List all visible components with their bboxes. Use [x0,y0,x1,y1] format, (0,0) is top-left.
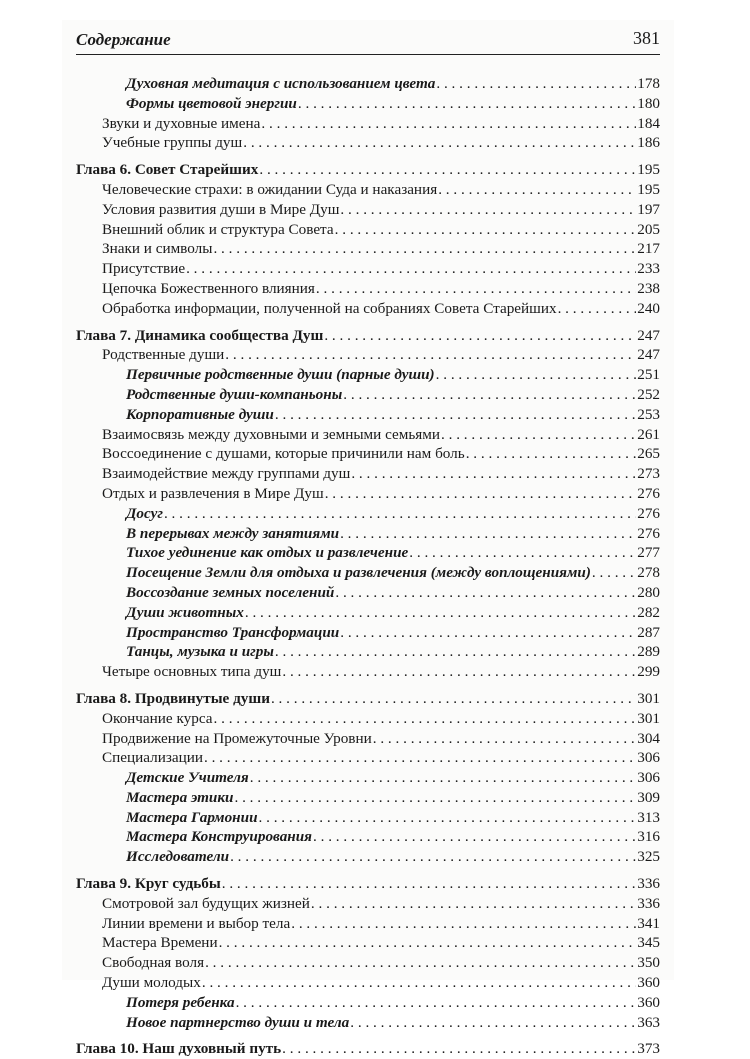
toc-entry-title: Мастера Времени [102,934,218,952]
dot-leader [186,259,636,279]
toc-entry-page: 276 [637,504,660,522]
toc-entry [76,259,660,279]
dot-leader [214,709,637,729]
toc-entry-page: 253 [637,405,660,423]
toc-entry-title: Новое партнерство души и тела [126,1013,350,1031]
toc-entry-title: Тихое уединение как отдых и развлечение [126,544,409,562]
toc-entry-page: 247 [637,326,660,344]
toc-entry [76,894,660,914]
toc-entry-page: 336 [637,894,660,912]
toc-entry-title: Продвижение на Промежуточные Уровни [102,729,372,747]
toc-entry-page: 195 [637,161,660,179]
toc-entry-page: 360 [637,993,660,1011]
toc-entry-title: Отдых и развлечения в Мире Душ [102,484,324,502]
toc-entry [76,729,660,749]
toc-entry-title: Потеря ребенка [126,993,235,1011]
dot-leader [222,874,636,894]
toc-entry [76,299,660,319]
toc-entry-title: Мастера Конструирования [126,828,313,846]
toc-entry [76,788,660,808]
toc-entry [76,74,660,94]
dot-leader [250,768,636,788]
table-of-contents [76,74,660,1059]
dot-leader [245,603,636,623]
dot-leader [325,484,637,504]
toc-entry [76,563,660,583]
dot-leader [340,200,636,220]
toc-entry-title: Мастера этики [126,788,234,806]
dot-leader [441,425,636,445]
dot-leader [438,180,636,200]
toc-entry-title: Мастера Гармонии [126,808,258,826]
dot-leader [436,74,636,94]
dot-leader [230,847,636,867]
toc-entry-title: Души животных [126,603,244,621]
toc-entry-title: Формы цветовой энергии [126,94,297,112]
toc-entry-page: 261 [637,425,660,443]
dot-leader [243,133,636,153]
toc-entry-title: Смотровой зал будущих жизней [102,894,310,912]
toc-entry-title: Первичные родственные души (парные души) [126,366,435,384]
toc-entry [76,133,660,153]
toc-entry-page: 345 [637,934,660,952]
toc-entry [76,662,660,682]
dot-leader [340,623,636,643]
dot-leader [436,365,637,385]
toc-entry [76,94,660,114]
dot-leader [335,583,636,603]
toc-entry [76,484,660,504]
dot-leader [316,279,636,299]
toc-entry-title: Души молодых [102,974,201,992]
dot-leader [335,220,637,240]
toc-entry [76,973,660,993]
toc-entry-page: 316 [637,828,660,846]
dot-leader [466,444,637,464]
dot-leader [282,662,636,682]
dot-leader [350,1013,636,1033]
toc-entry-page: 373 [637,1040,660,1058]
toc-entry-title: Присутствие [102,260,186,278]
dot-leader [219,933,637,953]
toc-entry-title: Условия развития души в Мире Душ [102,200,340,218]
toc-entry-page: 252 [637,385,660,403]
toc-entry [76,405,660,425]
toc-entry-title: Глава 10. Наш духовный путь [76,1040,282,1058]
toc-entry [76,444,660,464]
toc-entry-title: Человеческие страхи: в ожидании Суда и наказания [102,180,438,198]
toc-entry [76,623,660,643]
toc-entry-page: 299 [637,663,660,681]
toc-entry-page: 306 [637,769,660,787]
toc-entry-title: Пространство Трансформации [126,623,340,641]
toc-entry-page: 325 [637,848,660,866]
dot-leader [311,894,636,914]
toc-entry-title: Линии времени и выбор тела [102,914,291,932]
toc-entry-page: 280 [637,583,660,601]
toc-entry [76,642,660,662]
toc-entry [76,524,660,544]
toc-entry-title: Родственные души [102,346,225,364]
toc-chapter-entry [76,326,660,346]
toc-entry-page: 306 [637,749,660,767]
toc-entry [76,543,660,563]
toc-entry [76,345,660,365]
toc-entry [76,603,660,623]
toc-entry-title: Свободная воля [102,954,205,972]
dot-leader [259,160,636,180]
dot-leader [205,953,636,973]
toc-entry [76,748,660,768]
toc-entry-title: Звуки и духовные имена [102,114,261,132]
dot-leader [275,405,636,425]
dot-leader [213,239,636,259]
dot-leader [340,524,636,544]
toc-entry-title: Воссоздание земных поселений [126,583,335,601]
toc-entry [76,808,660,828]
toc-entry-page: 289 [637,643,660,661]
toc-entry-page: 282 [637,603,660,621]
dot-leader [351,464,636,484]
toc-entry-title: Глава 9. Круг судьбы [76,875,221,893]
toc-entry [76,200,660,220]
toc-entry-page: 360 [637,974,660,992]
toc-entry-title: Знаки и символы [102,240,213,258]
toc-entry-title: Глава 6. Совет Старейших [76,161,259,179]
toc-entry-page: 265 [637,445,660,463]
toc-entry-title: Духовная медитация с использованием цвета [126,75,436,92]
dot-leader [234,788,636,808]
toc-entry-title: Корпоративные души [126,405,274,423]
book-page [62,20,674,1058]
toc-entry [76,385,660,405]
dot-leader [298,94,636,114]
toc-entry-title: Четыре основных типа душ [102,663,282,681]
toc-entry-title: Цепочка Божественного влияния [102,279,315,297]
toc-chapter-entry [76,689,660,709]
dot-leader [592,563,636,583]
toc-entry-page: 233 [637,260,660,278]
toc-entry-page: 273 [637,465,660,483]
dot-leader [343,385,636,405]
toc-entry [76,827,660,847]
toc-entry [76,504,660,524]
toc-entry [76,365,660,385]
toc-entry-title: Досуг [126,504,163,522]
toc-entry-page: 195 [637,180,660,198]
toc-entry-page: 276 [637,524,660,542]
toc-entry [76,709,660,729]
toc-entry [76,220,660,240]
dot-leader [324,326,636,346]
dot-leader [164,504,636,524]
toc-entry-page: 197 [637,200,660,218]
dot-leader [291,914,636,934]
toc-entry-title: Взаимодействие между группами душ [102,465,351,483]
toc-entry-title: Танцы, музыка и игры [126,643,274,661]
toc-entry-page: 238 [637,279,660,297]
toc-entry [76,768,660,788]
page-number: 381 [633,28,660,48]
toc-entry [76,1013,660,1033]
dot-leader [409,543,636,563]
toc-entry-title: Посещение Земли для отдыха и развлечения (между воплощениями) [126,564,591,582]
toc-entry-page: 178 [637,75,660,92]
toc-entry-page: 205 [637,220,660,238]
toc-entry-page: 240 [637,299,660,317]
toc-entry-page: 313 [637,808,660,826]
toc-entry-page: 350 [637,954,660,972]
toc-entry-title: Взаимосвязь между духовными и земными семьями [102,425,441,443]
toc-entry-title: Специализации [102,749,203,767]
dot-leader [225,345,636,365]
toc-entry [76,583,660,603]
toc-entry [76,933,660,953]
toc-entry [76,847,660,867]
toc-entry-page: 276 [637,484,660,502]
dot-leader [313,827,636,847]
toc-entry-title: Родственные души-компаньоны [126,385,343,403]
toc-entry-title: Окончание курса [102,709,213,727]
dot-leader [282,1039,636,1059]
toc-entry-page: 363 [637,1013,660,1031]
toc-entry [76,239,660,259]
toc-entry-title: Учебные группы душ [102,134,243,152]
toc-entry-page: 247 [637,346,660,364]
toc-entry-page: 278 [637,564,660,582]
toc-entry-title: Глава 8. Продвинутые души [76,689,270,707]
toc-entry-page: 301 [637,689,660,707]
toc-entry [76,279,660,299]
toc-entry-title: В перерывах между занятиями [126,524,340,542]
toc-entry-page: 336 [637,875,660,893]
toc-chapter-entry [76,874,660,894]
toc-entry [76,114,660,134]
header-title: Содержание [76,30,171,49]
dot-leader [373,729,637,749]
toc-entry [76,953,660,973]
running-header [76,28,660,55]
toc-entry-page: 217 [637,240,660,258]
dot-leader [202,973,636,993]
toc-entry-page: 301 [637,709,660,727]
dot-leader [204,748,636,768]
toc-entry-page: 180 [637,94,660,112]
toc-entry-page: 304 [637,729,660,747]
toc-entry [76,180,660,200]
toc-entry [76,993,660,1013]
toc-entry-title: Внешний облик и структура Совета [102,220,334,238]
toc-entry-title: Воссоединение с душами, которые причинили нам боль [102,445,465,463]
toc-entry-page: 186 [637,134,660,152]
toc-chapter-entry [76,1039,660,1059]
toc-entry-page: 251 [637,366,660,384]
toc-entry-page: 341 [637,914,660,932]
toc-chapter-entry [76,160,660,180]
dot-leader [558,299,637,319]
dot-leader [271,689,636,709]
toc-entry-title: Детские Учителя [126,769,249,787]
toc-entry-page: 309 [637,788,660,806]
toc-entry-page: 277 [637,544,660,562]
toc-entry-title: Глава 7. Динамика сообщества Душ [76,326,324,344]
toc-entry-title: Исследователи [126,848,230,866]
toc-entry [76,464,660,484]
toc-entry-title: Обработка информации, полученной на собраниях Совета Старейших [102,299,557,317]
toc-entry [76,914,660,934]
dot-leader [259,808,637,828]
toc-entry-page: 287 [637,623,660,641]
toc-entry [76,425,660,445]
dot-leader [236,993,637,1013]
dot-leader [275,642,636,662]
dot-leader [261,114,636,134]
toc-entry-page: 184 [637,114,660,132]
